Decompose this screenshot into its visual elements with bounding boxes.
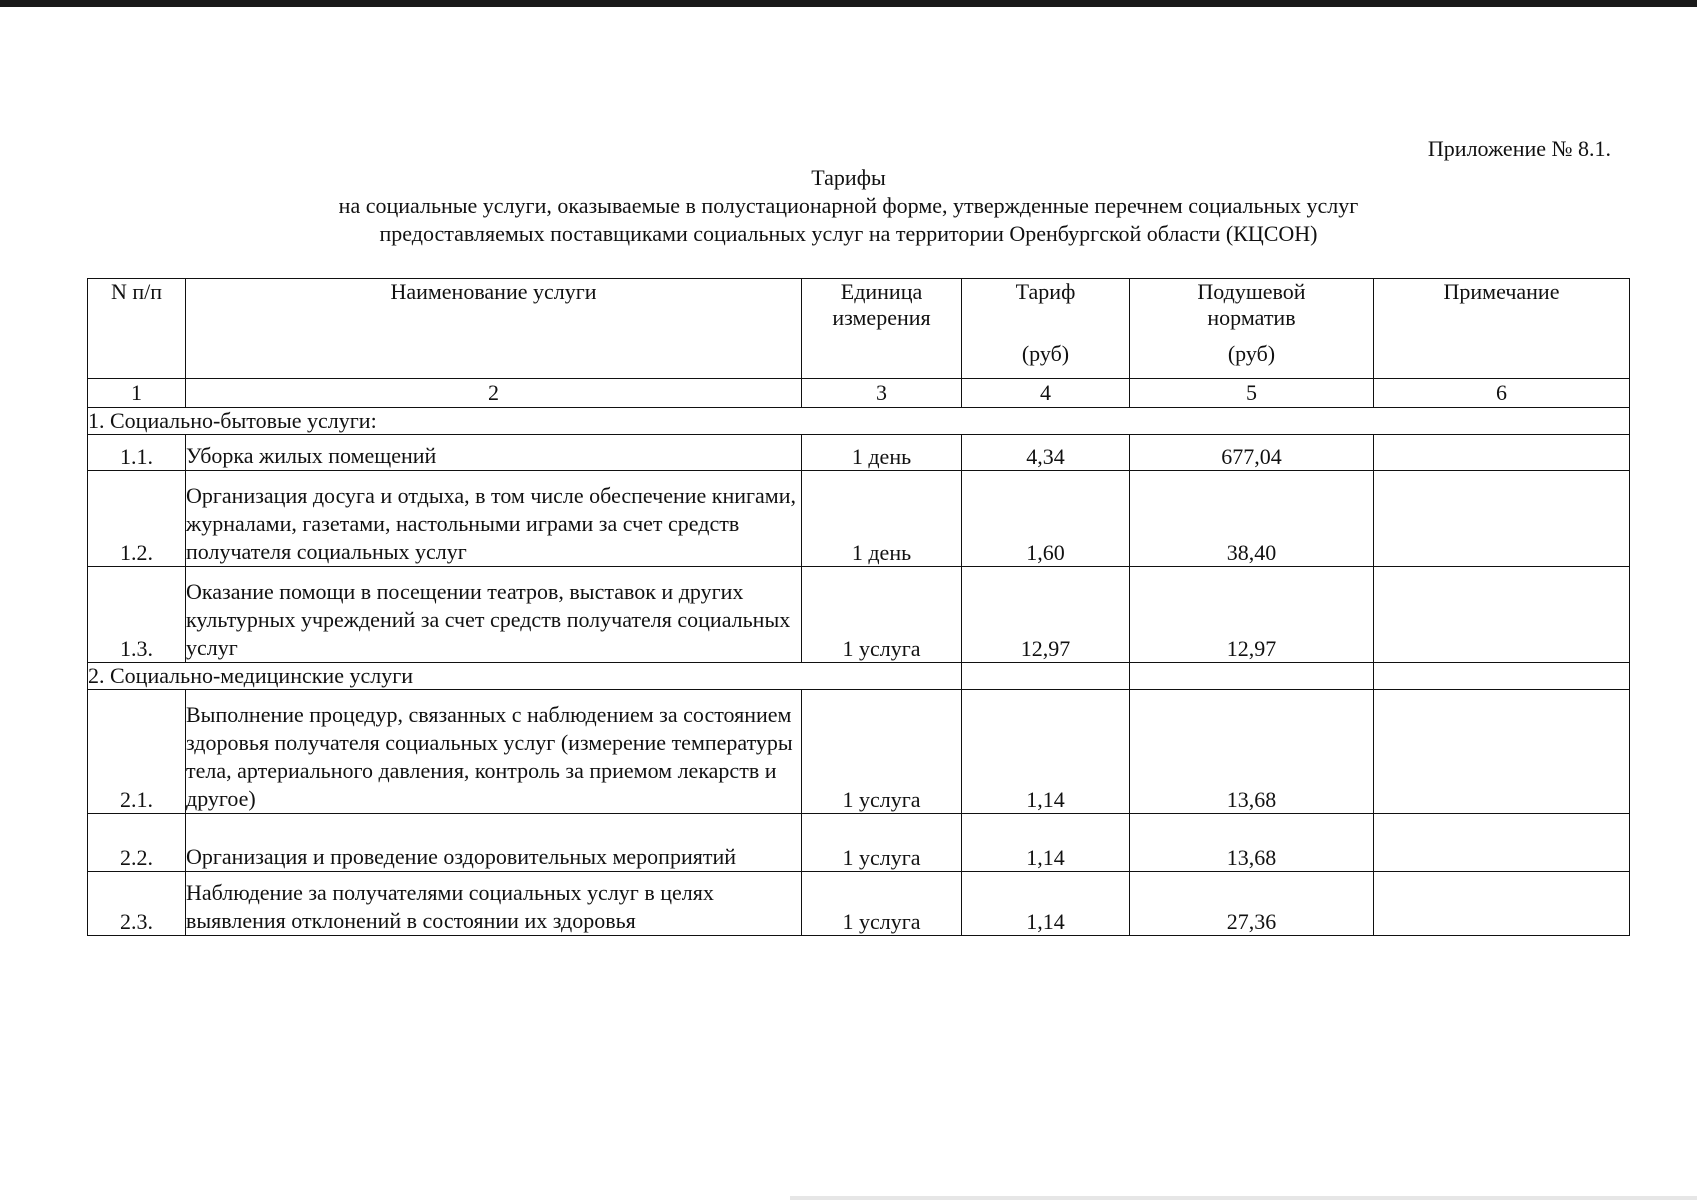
column-number: 5 [1130,379,1374,408]
table-row [88,872,1630,936]
header-tariff [962,279,1130,379]
title-line-3: предоставляемых поставщиками социальных услуг на территории Оренбургской области (КЦСОН) [379,221,1318,246]
cell-unit: 1 услуга [802,872,962,936]
tariffs-table [87,278,1630,936]
header-name: Наименование услуги [186,279,802,379]
cell-unit: 1 услуга [802,814,962,872]
cell-num: 1.1. [88,435,186,471]
section-row [88,663,1630,690]
cell-num: 2.1. [88,690,186,814]
cell-name: Организация и проведение оздоровительных мероприятий [186,814,802,872]
cell-norm: 38,40 [1130,471,1374,567]
cell-tariff: 1,14 [962,690,1130,814]
section-row [88,408,1630,435]
table-row [88,690,1630,814]
table-row [88,814,1630,872]
column-number: 6 [1374,379,1630,408]
cell-tariff: 1,14 [962,814,1130,872]
section-empty-cell [1374,663,1630,690]
cell-tariff: 12,97 [962,567,1130,663]
scan-edge-top [0,0,1697,7]
column-number: 3 [802,379,962,408]
cell-num: 1.2. [88,471,186,567]
header-num: N п/п [88,279,186,379]
title-line-1: Тарифы [811,165,886,190]
column-numbers-row [88,379,1630,408]
section-title: 2. Социально-медицинские услуги [88,663,962,690]
header-norm [1130,279,1374,379]
table-row [88,567,1630,663]
cell-num: 2.2. [88,814,186,872]
scan-edge-bottom [790,1196,1697,1200]
section-empty-cell [1130,663,1374,690]
cell-note [1374,872,1630,936]
cell-tariff: 1,60 [962,471,1130,567]
header-norm-unit: (руб) [1227,341,1276,366]
section-empty-cell [962,663,1130,690]
header-unit-line1: Единица [840,279,923,304]
header-norm-line1: Подушевой [1197,279,1306,304]
table-row [88,435,1630,471]
cell-norm: 12,97 [1130,567,1374,663]
cell-note [1374,814,1630,872]
table-row [88,471,1630,567]
document-title [0,164,1697,248]
cell-name: Организация досуга и отдыха, в том числе обеспечение книгами, журналами, газетами, настольными играми за счет средств получателя социальных услуг [186,471,802,567]
header-tariff-label: Тариф [1015,279,1076,304]
cell-num: 2.3. [88,872,186,936]
cell-tariff: 1,14 [962,872,1130,936]
header-unit [802,279,962,379]
cell-norm: 13,68 [1130,814,1374,872]
section-title: 1. Социально-бытовые услуги: [88,408,1630,435]
header-unit-line2: измерения [832,305,931,330]
cell-note [1374,690,1630,814]
cell-norm: 677,04 [1130,435,1374,471]
cell-unit: 1 день [802,471,962,567]
cell-unit: 1 услуга [802,567,962,663]
column-number: 2 [186,379,802,408]
appendix-label: Приложение № 8.1. [1427,136,1611,161]
column-number: 4 [962,379,1130,408]
cell-name: Оказание помощи в посещении театров, выставок и других культурных учреждений за счет средств получателя социальных услуг [186,567,802,663]
cell-num: 1.3. [88,567,186,663]
cell-note [1374,567,1630,663]
cell-norm: 13,68 [1130,690,1374,814]
cell-note [1374,435,1630,471]
cell-name: Наблюдение за получателями социальных услуг в целях выявления отклонений в состоянии их здоровья [186,872,802,936]
cell-note [1374,471,1630,567]
header-row [88,279,1630,379]
cell-name: Выполнение процедур, связанных с наблюдением за состоянием здоровья получателя социальных услуг (измерение температуры тела, артериального давления, контроль за приемом лекарств и другое) [186,690,802,814]
column-number: 1 [88,379,186,408]
cell-norm: 27,36 [1130,872,1374,936]
cell-unit: 1 день [802,435,962,471]
cell-name: Уборка жилых помещений [186,435,802,471]
cell-tariff: 4,34 [962,435,1130,471]
header-tariff-unit: (руб) [1021,341,1070,366]
header-norm-line2: норматив [1207,305,1296,330]
title-line-2: на социальные услуги, оказываемые в полустационарной форме, утвержденные перечнем социальных услуг [338,193,1359,218]
cell-unit: 1 услуга [802,690,962,814]
header-note: Примечание [1374,279,1630,379]
